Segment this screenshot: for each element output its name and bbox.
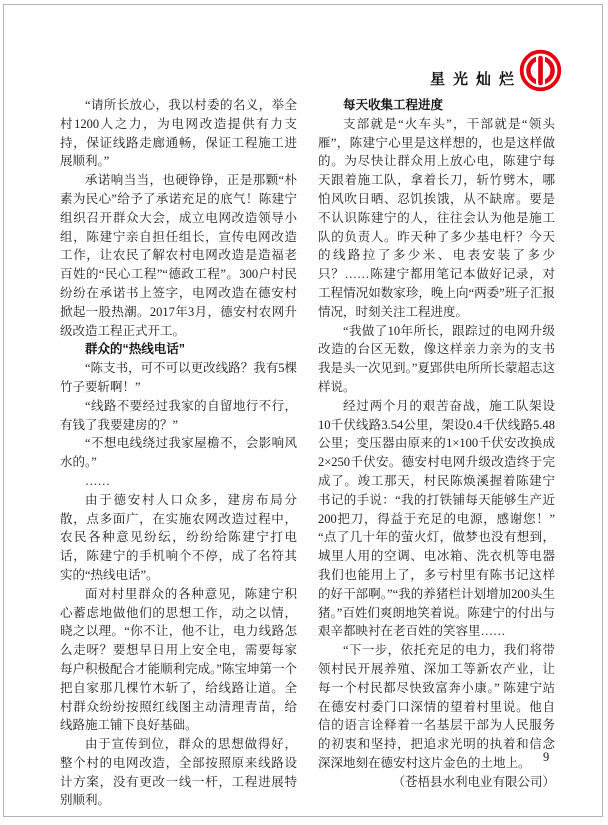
page-title: 星光灿烂 [430, 72, 523, 88]
author-attribution: （苍梧县水利电业有限公司） [392, 774, 555, 789]
page-number: 9 [543, 750, 550, 764]
paragraph: 由于德安村人口众多，建房布局分散，点多面广，在实施农网改造过程中，农民各种意见纷纭，纷纷给陈建宁打电话，陈建宁的手机响个不停，成了名符其实的“热线电话”。 [60, 492, 297, 582]
paragraph: 由于宣传到位，群众的思想做得好，整个村的电网改造，全部按照原来线路设计方案，没有更改一线一杆，工程进展特别顺利。 [60, 737, 297, 808]
paragraph: 支部就是“火车头”，干部就是“领头雁”，陈建宁心里是这样想的，也是这样做的。为尽快让群众用上放心电，陈建宁每天跟着施工队，拿着长刀，斩竹劈木，哪怕风吹日晒、忍饥挨饿，从不缺席。要是不认识陈建宁的人，往往会认为他是施工队的负责人。昨天种了多少基电杆？今天的线路拉了多少米、电表安装了多少只？……陈建宁都用笔记本做好记录，对工程情况如数家珍，晚上向“两委”班子汇报情况，时刻关注工程进度。 [318, 116, 555, 319]
paragraph-ellipsis: …… [85, 473, 110, 488]
trade-union-emblem-icon [519, 49, 562, 92]
section-heading-hotline: 群众的“热线电话” [85, 342, 186, 357]
paragraph: 经过两个月的艰苦奋战，施工队架设10千伏线路3.54公里，架设0.4千伏线路5.48公里；变压器由原来的1×100千伏安改换成2×250千伏安。德安村电网升级改造终于完成了。竣工那天，村民陈焕溪握着陈建宁书记的手说：“我的打铁铺每天能够生产近200把刀，得益于充足的电源，感谢您！”“点了几十年的萤火灯，做梦也没有想到，城里人用的空调、电冰箱、洗衣机等电器我们也能用上了，多亏村里有陈书记这样的好干部啊。”“我的养猪栏计划增加200头生猪。”百姓们爽朗地笑着说。陈建宁的付出与艰辛都映衬在老百姓的笑容里…… [318, 398, 555, 639]
right-column [318, 96, 555, 791]
emblem-center-bar [538, 56, 543, 86]
paragraph: 面对村里群众的各种意见，陈建宁积心蓄虑地做他们的思想工作，动之以情，晓之以理。“你不让，他不让，电力线路怎么走呀？要想早日用上安全电，需要每家每户积极配合才能顺利完成。”陈宝坤第一个把自家那几棵竹木斩了，给线路让道。全村群众纷纷按照红线图主动清理青苗，给线路施工铺下良好基础。 [60, 586, 297, 733]
paragraph: 承诺响当当，也硬铮铮，正是那颗“朴素为民心”给予了承诺充足的底气！陈建宁组织召开群众大会，成立电网改造领导小组，陈建宁亲自担任组长，宣传电网改造工作，让农民了解农村电网改造是造福老百姓的“民心工程”“德政工程”。300户村民纷纷在承诺书上签字，电网改造在德安村掀起一股热潮。2017年3月，德安村农网升级改造工程正式开工。 [60, 173, 297, 338]
paragraph: “我做了10年所长，跟踪过的电网升级改造的台区无数，像这样亲力亲为的支书我是头一次见到。”夏郢供电所所长蒙超志这样说。 [318, 323, 555, 394]
paragraph: “陈支书，可不可以更改线路？我有5棵竹子要斩啊！” [60, 361, 297, 394]
paragraph: “不想电线绕过我家屋檐不，会影响风水的。” [60, 436, 297, 470]
left-column [60, 96, 297, 810]
paragraph: “请所长放心，我以村委的名义，举全村1200人之力，为电网改造提供有力支持，保证线路走廊通畅，保证工程施工进展顺利。” [60, 98, 297, 169]
section-heading-progress: 每天收集工程进度 [343, 98, 444, 112]
paragraph: “线路不要经过我家的自留地行不行，有钱了我要建房的？” [60, 398, 297, 432]
paragraph: “下一步，依托充足的电力，我们将带领村民开展养殖、深加工等新农产业，让每一个村民都尽快致富奔小康。” 陈建宁站在德安村委门口深情的望着村里说。他自信的语言诠释着一名基层干部为人民服务的初衷和坚持，把追求光明的执着和信念深深地刻在德安村这片金色的土地上。 [318, 643, 555, 770]
